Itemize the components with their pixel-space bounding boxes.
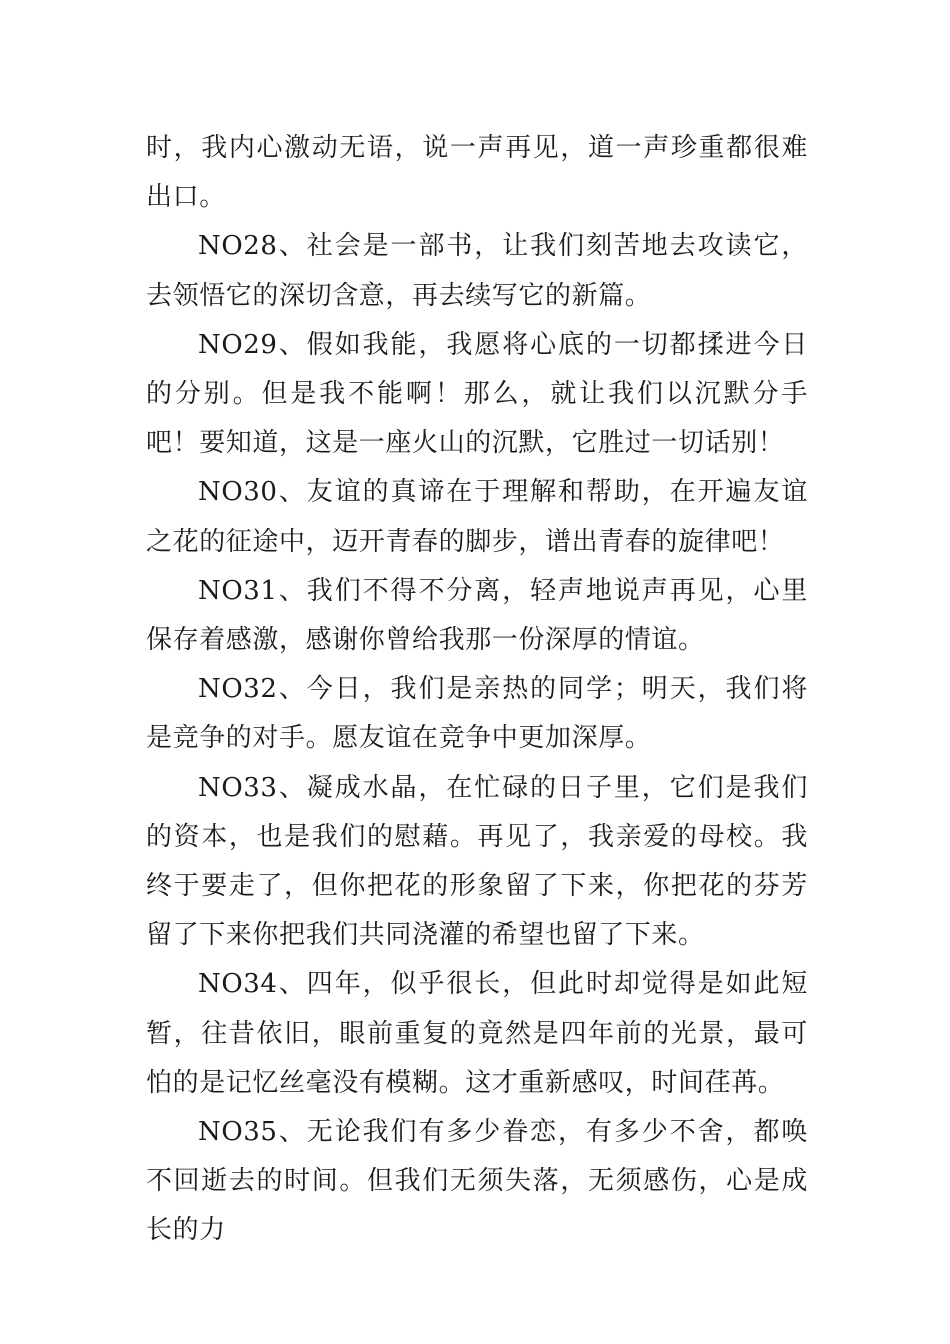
paragraph-no31: NO31、我们不得不分离，轻声地说声再见，心里保存着感激，感谢你曾给我那一份深厚的情谊。 xyxy=(146,575,808,656)
paragraph-no34: NO34、四年，似乎很长，但此时却觉得是如此短暂，往昔依旧，眼前重复的竟然是四年前的光景，最可怕的是记忆丝毫没有模糊。这才重新感叹，时间荏苒。 xyxy=(146,969,808,1098)
document-body xyxy=(146,124,808,1256)
paragraph-no35: NO35、无论我们有多少眷恋，有多少不舍，都唤不回逝去的时间。但我们无须失落，无须感伤，心是成长的力 xyxy=(146,1117,808,1246)
paragraph-no28: NO28、社会是一部书，让我们刻苦地去攻读它，去领悟它的深切含意，再去续写它的新篇。 xyxy=(146,231,808,311)
paragraph-no29: NO29、假如我能，我愿将心底的一切都揉进今日的分别。但是我不能啊！那么，就让我们以沉默分手吧！要知道，这是一座火山的沉默，它胜过一切话别！ xyxy=(146,329,808,459)
paragraph-no33: NO33、凝成水晶，在忙碌的日子里，它们是我们的资本，也是我们的慰藉。再见了，我亲爱的母校。我终于要走了，但你把花的形象留了下来，你把花的芬芳留了下来你把我们共同浇灌的希望也留了下来。 xyxy=(146,772,808,951)
paragraph-no30: NO30、友谊的真谛在于理解和帮助，在开遍友谊之花的征途中，迈开青春的脚步，谱出青春的旋律吧！ xyxy=(146,477,808,557)
paragraph-no32: NO32、今日，我们是亲热的同学；明天，我们将是竞争的对手。愿友谊在竞争中更加深厚。 xyxy=(146,674,808,754)
paragraph-continuation: 时，我内心激动无语，说一声再见，道一声珍重都很难出口。 xyxy=(146,133,808,213)
